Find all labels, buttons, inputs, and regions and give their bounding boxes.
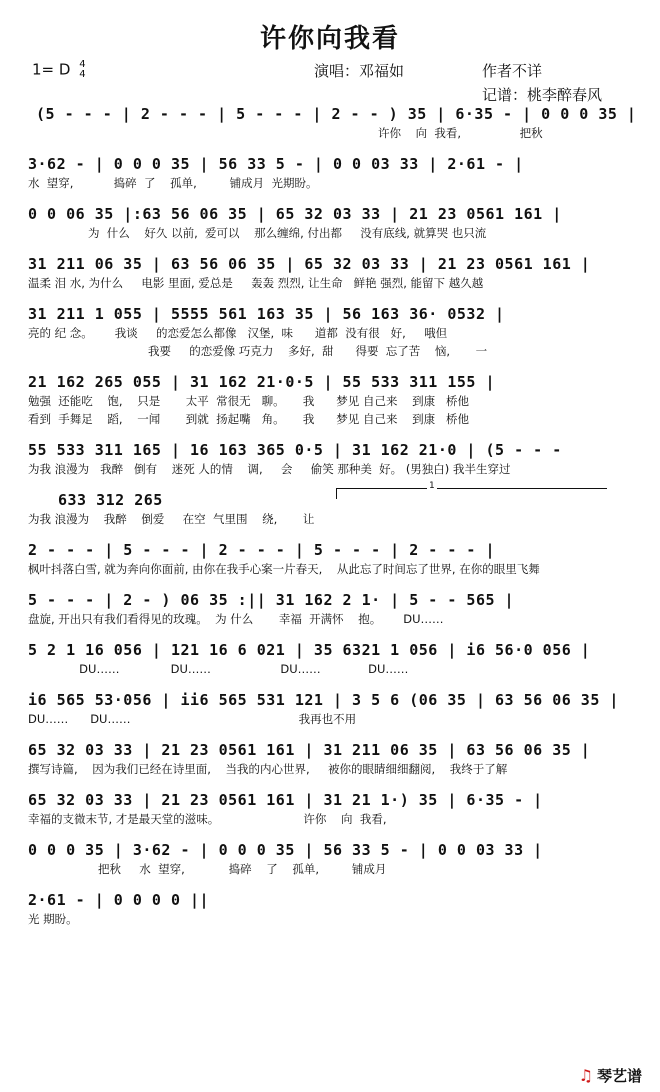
notation-line: i6 565 53·056 | ii6 565 531 121 | 3 5 6 (06 35 | 63 56 06 35 | [28, 691, 619, 709]
time-signature-top: 4 [79, 59, 86, 70]
lyric-line: 温柔 泪 水, 为什么 电影 里面, 爱总是 轰轰 烈烈, 让生命 鲜艳 强烈, 能留下 越久越 [28, 276, 484, 290]
logo-text: 琴艺谱 [596, 1067, 642, 1085]
system-gap [28, 192, 638, 204]
key-signature [32, 60, 86, 80]
system-gap [28, 142, 638, 154]
system-gap [28, 528, 638, 540]
notation-line: 5 2 1 16 056 | 121 16 6 021 | 35 6321 1 056 | i6 56·0 056 | [28, 641, 591, 659]
volta-label: 1 [429, 481, 435, 491]
lyric-line: 亮的 纪 念。 我谈 的恋爱怎么都像 汉堡, 味 道都 没有很 好, 哦但 [28, 326, 448, 340]
notation-line: 31 211 1 055 | 5555 561 163 35 | 56 163 36· 0532 | [28, 305, 505, 323]
notation-line: 633 312 265 [58, 491, 163, 509]
lyric-line: 把秋 水 望穿, 捣碎 了 孤单, 铺成月 [98, 862, 387, 876]
time-signature-bottom: 4 [79, 69, 86, 80]
lyric-line: DU…… DU…… 我再也不用 [28, 712, 357, 726]
notation-line: 21 162 265 055 | 31 162 21·0·5 | 55 533 311 155 | [28, 373, 496, 391]
lyric-line: 勉强 还能吃 饱, 只是 太平 常很无 聊。 我 梦见 自己来 到康 桥他 [28, 394, 470, 408]
lyric-line: 我要 的恋爱像 巧克力 多好, 甜 得要 忘了苦 恼, 一 [148, 344, 488, 358]
system-gap [28, 360, 638, 372]
lyric-line: 为我 浪漫为 我醉 倒爱 在空 气里围 绕, 让 [28, 512, 315, 526]
lyric-line: 为我 浪漫为 我醉 倒有 迷死 人的情 调, 会 偷笑 那种美 好。 (男独白) 我半生穿过 [28, 462, 511, 476]
transcriber-credit: 记谱：桃李醉春风 [482, 86, 603, 104]
logo-icon: ♫ [578, 1066, 593, 1085]
lyric-line: 许你 向 我看, 把秋 [378, 126, 543, 140]
notation-score [28, 104, 638, 928]
system-gap [28, 878, 638, 890]
lyric-line: 看到 手舞足 蹈, 一闻 到就 扬起嘴 角。 我 梦见 自己来 到康 桥他 [28, 412, 470, 426]
notation-line: 0 0 06 35 |:63 56 06 35 | 65 32 03 33 | 21 23 0561 161 | [28, 205, 562, 223]
system-gap [28, 778, 638, 790]
notation-line: 65 32 03 33 | 21 23 0561 161 | 31 211 06 35 | 63 56 06 35 | [28, 741, 591, 759]
notation-line: 65 32 03 33 | 21 23 0561 161 | 31 21 1·) 35 | 6·35 - | [28, 791, 543, 809]
notation-line: 55 533 311 165 | 16 163 365 0·5 | 31 162 21·0 | (5 - - - [28, 441, 562, 459]
site-logo [579, 1065, 642, 1086]
lyricist-credit: 作者不详 [482, 62, 543, 80]
key-label: 1= D [32, 60, 71, 79]
lyric-line: 枫叶抖落白雪, 就为奔向你面前, 由你在我手心案一片春天, 从此忘了时间忘了世界, 在你的眼里飞舞 [28, 562, 540, 576]
lyric-line: 撰写诗篇, 因为我们已经在诗里面, 当我的内心世界, 被你的眼睛细细翻阅, 我终于了解 [28, 762, 508, 776]
notation-line: (5 - - - | 2 - - - | 5 - - - | 2 - - ) 35 | 6·35 - | 0 0 0 35 | [36, 105, 637, 123]
time-signature [79, 60, 85, 80]
first-ending-bracket [336, 481, 607, 499]
notation-line: 2·61 - | 0 0 0 0 || [28, 891, 210, 909]
system-gap [28, 728, 638, 740]
lyric-line: 为 什么 好久 以前, 爱可以 那么缠绵, 付出都 没有底线, 就算哭 也只流 [88, 226, 487, 240]
notation-line: 31 211 06 35 | 63 56 06 35 | 65 32 03 33 | 21 23 0561 161 | [28, 255, 591, 273]
system-gap [28, 292, 638, 304]
system-gap [28, 242, 638, 254]
system-gap [28, 578, 638, 590]
lyric-line: 盘旋, 开出只有我们看得见的玫瑰。 为 什么 幸福 开满怀 抱。 DU…… [28, 612, 444, 626]
lyric-line: 水 望穿, 捣碎 了 孤单, 铺成月 光期盼。 [28, 176, 318, 190]
notation-line: 5 - - - | 2 - ) 06 35 :|| 31 162 2 1· | 5 - - 565 | [28, 591, 515, 609]
lyric-line: 幸福的支微末节, 才是最天堂的滋味。 许你 向 我看, [28, 812, 387, 826]
notation-line: 0 0 0 35 | 3·62 - | 0 0 0 35 | 56 33 5 - | 0 0 03 33 | [28, 841, 543, 859]
song-title: 许你向我看 [259, 24, 400, 54]
system-gap [28, 678, 638, 690]
lyric-line: 光 期盼。 [28, 912, 78, 926]
notation-line: 3·62 - | 0 0 0 35 | 56 33 5 - | 0 0 03 33 | 2·61 - | [28, 155, 524, 173]
system-gap [28, 628, 638, 640]
system-gap [28, 428, 638, 440]
notation-line: 2 - - - | 5 - - - | 2 - - - | 5 - - - | 2 - - - | [28, 541, 496, 559]
lyric-line: DU…… DU…… DU…… DU…… [28, 662, 409, 676]
system-gap [28, 828, 638, 840]
singer-credit: 演唱：邓福如 [314, 62, 405, 80]
